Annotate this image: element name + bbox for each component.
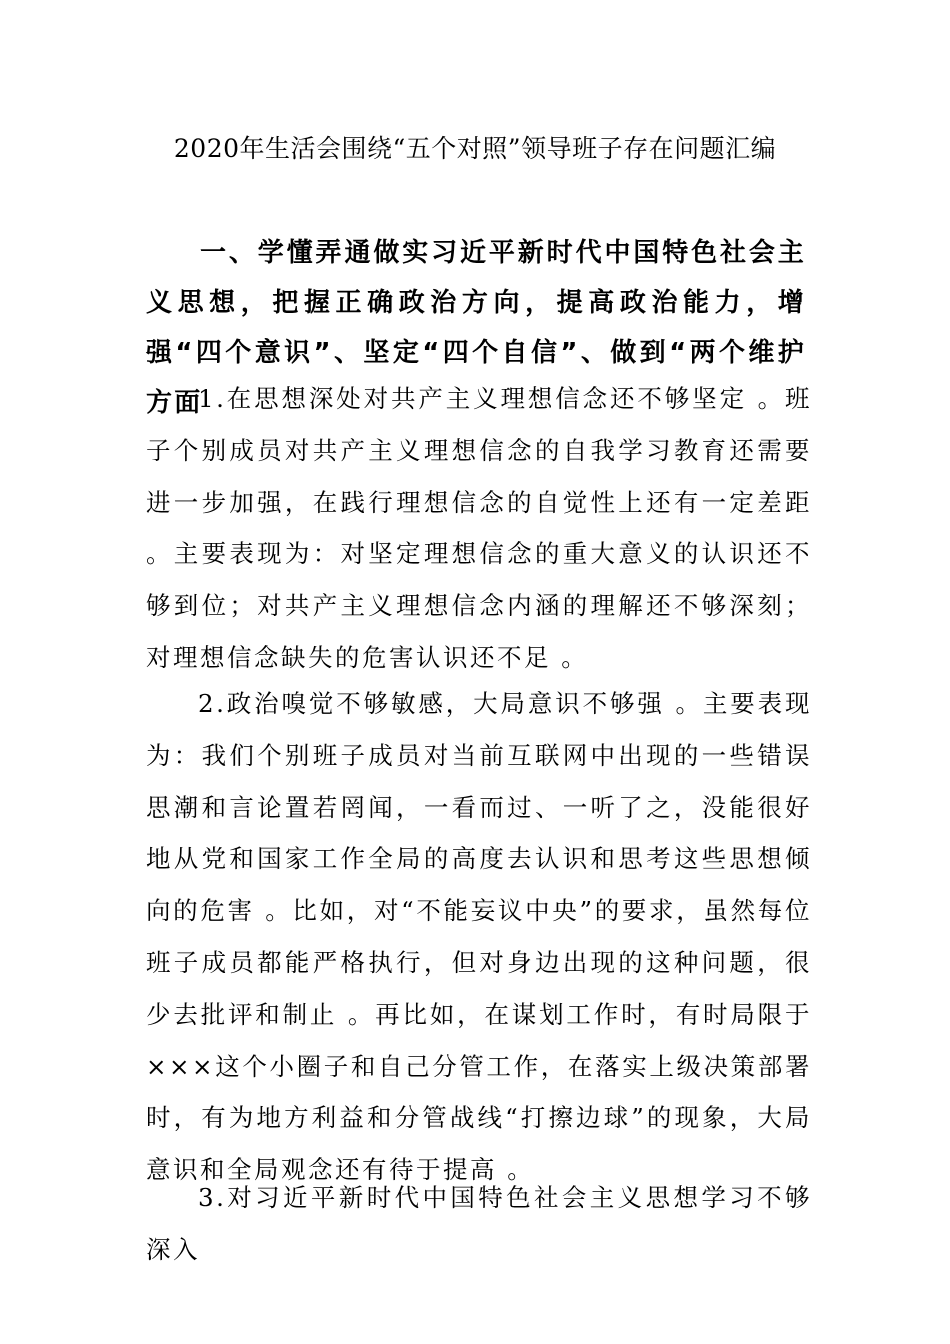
document-title: 2020年生活会围绕“五个对照”领导班子存在问题汇编 [173, 134, 777, 163]
paragraph-1: 1.在思想深处对共产主义理想信念还不够坚定 。班子个别成员对共产主义理想信念的自我学习教育还需要进一步加强，在践行理想信念的自觉性上还有一定差距 。主要表现为：对坚定理想信念的重大意义的认识还不够到位；对共产主义理想信念内涵的理解还不够深刻；对理想信念缺失的危害认识还不足 。 [146, 384, 812, 672]
paragraph-2: 2.政治嗅觉不够敏感，大局意识不够强 。主要表现为：我们个别班子成员对当前互联网中出现的一些错误思潮和言论置若罔闻，一看而过、一听了之，没能很好地从党和国家工作全局的高度去认识和思考这些思想倾向的危害 。比如，对“不能妄议中央”的要求，虽然每位班子成员都能严格执行，但对身边出现的这种问题，很少去批评和制止 。再比如，在谋划工作时，有时局限于×××这个小圈子和自己分管工作，在落实上级决策部署时，有为地方利益和分管战线“打擦边球”的现象，大局意识和全局观念还有待于提高 。 [146, 689, 812, 1185]
section-heading: 一、学懂弄通做实习近平新时代中国特色社会主义思想，把握正确政治方向，提高政治能力，增强“四个意识”、坚定“四个自信”、做到“两个维护方面 [146, 238, 806, 418]
paragraph-3: 3.对习近平新时代中国特色社会主义思想学习不够深入 [146, 1183, 812, 1264]
